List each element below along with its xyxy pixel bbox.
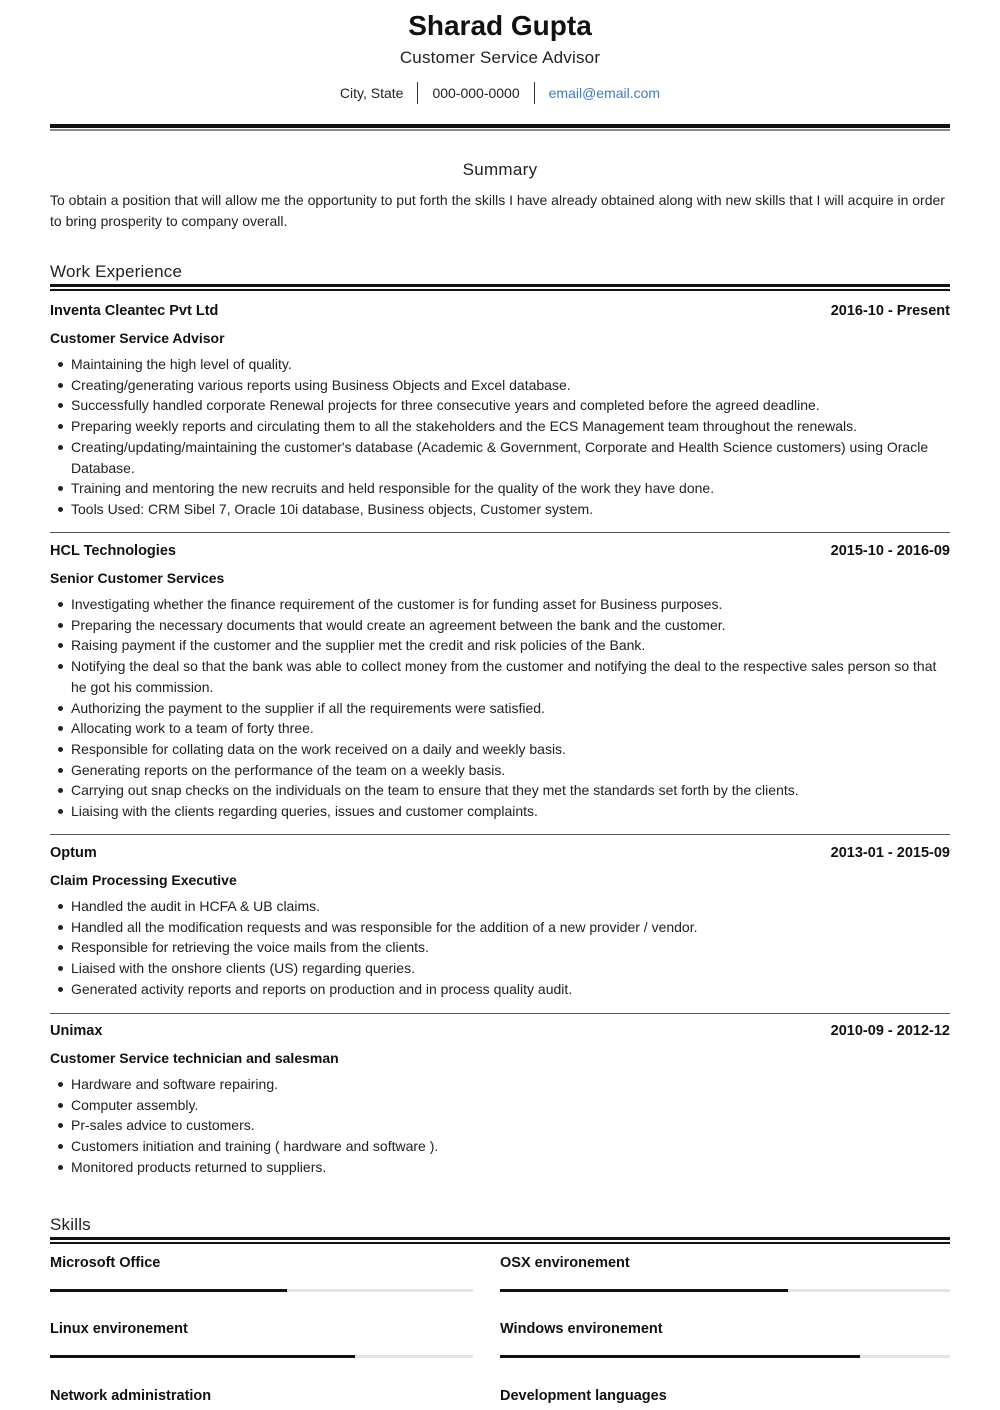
job-bullets [50,896,950,1000]
list-item: Notifying the deal so that the bank was able to collect money from the customer and notifying the deal to the respective sales person so that he got his commission. [50,656,950,697]
job-bullets [50,594,950,822]
list-item: Pr-sales advice to customers. [50,1115,950,1136]
skill-item [500,1386,950,1406]
job-dates: 2016-10 - Present [830,303,950,319]
job-company: Unimax [50,1023,103,1039]
list-item: Raising payment if the customer and the supplier met the credit and risk policies of the Bank. [50,635,950,656]
skill-level-bar [50,1289,473,1292]
candidate-name: Sharad Gupta [408,10,592,41]
skill-item [50,1253,473,1292]
list-item: Responsible for retrieving the voice mails from the clients. [50,937,950,958]
list-item: Customers initiation and training ( hardware and software ). [50,1136,950,1157]
job-divider [50,834,950,835]
list-item: Carrying out snap checks on the individuals on the team to ensure that they met the standards set forth by the clients. [50,780,950,801]
skill-name: Linux environement [50,1321,188,1337]
skill-name: Development languages [500,1388,667,1404]
list-item: Liaised with the onshore clients (US) regarding queries. [50,958,950,979]
job-divider [50,1013,950,1014]
job-position: Customer Service technician and salesman [50,1050,339,1066]
list-item: Generating reports on the performance of the team on a weekly basis. [50,760,950,781]
job-bullets [50,1074,950,1178]
list-item: Computer assembly. [50,1095,950,1116]
work-experience-heading: Work Experience [50,262,183,281]
job-entry [50,843,950,1000]
skill-name: OSX environement [500,1255,630,1271]
job-entry [50,301,950,520]
list-item: Responsible for collating data on the work received on a daily and weekly basis. [50,739,950,760]
skill-level-fill [500,1355,860,1358]
list-item: Monitored products returned to suppliers. [50,1157,950,1178]
list-item: Maintaining the high level of quality. [50,354,950,375]
job-dates: 2013-01 - 2015-09 [830,845,950,861]
summary-heading: Summary [462,160,538,179]
header-rule [50,124,950,131]
skill-item [500,1319,950,1358]
skill-name: Network administration [50,1388,212,1404]
list-item: Training and mentoring the new recruits and held responsible for the quality of the work they have done. [50,478,950,499]
job-entry [50,541,950,822]
list-item: Creating/generating various reports using Business Objects and Excel database. [50,375,950,396]
location-text: City, State [339,85,404,101]
skills-heading: Skills [50,1215,91,1234]
list-item: Successfully handled corporate Renewal projects for three consecutive years and completed before the agreed deadline. [50,395,950,416]
skill-level-bar [500,1289,950,1292]
list-item: Hardware and software repairing. [50,1074,950,1095]
job-bullets [50,354,950,520]
list-item: Authorizing the payment to the supplier if all the requirements were satisfied. [50,698,950,719]
list-item: Generated activity reports and reports on production and in process quality audit. [50,979,950,1000]
skill-level-bar [500,1355,950,1358]
job-divider [50,532,950,533]
job-dates: 2010-09 - 2012-12 [830,1023,950,1039]
job-dates: 2015-10 - 2016-09 [830,543,950,559]
job-entry [50,1021,950,1178]
summary-text: To obtain a position that will allow me the opportunity to put forth the skills I have already obtained along with new skills that I will acquire in order to bring prosperity to company overall. [50,192,945,229]
skill-item [50,1386,473,1406]
list-item: Investigating whether the finance requirement of the customer is for funding asset for Business purposes. [50,594,950,615]
skill-level-fill [50,1355,355,1358]
job-position: Senior Customer Services [50,570,225,586]
job-company: Optum [50,845,97,861]
job-company: HCL Technologies [50,543,176,559]
skill-name: Microsoft Office [50,1255,161,1271]
list-item: Preparing weekly reports and circulating them to all the stakeholders and the ECS Management team throughout the renewals. [50,416,950,437]
list-item: Allocating work to a team of forty three. [50,718,950,739]
phone-text: 000-000-0000 [432,85,520,101]
list-item: Creating/updating/maintaining the customer's database (Academic & Government, Corporate and Health Science customers) using Oracle Database. [50,437,950,478]
job-position: Claim Processing Executive [50,872,237,888]
section-rule [50,1237,950,1244]
email-link[interactable]: email@email.com [548,85,661,101]
section-rule [50,284,950,291]
skill-item [50,1319,473,1358]
list-item: Handled all the modification requests and was responsible for the addition of a new provider / vendor. [50,917,950,938]
skill-item [500,1253,950,1292]
list-item: Handled the audit in HCFA & UB claims. [50,896,950,917]
job-company: Inventa Cleantec Pvt Ltd [50,303,219,319]
skill-name: Windows environement [500,1321,663,1337]
skill-level-fill [50,1289,287,1292]
skill-level-fill [500,1289,788,1292]
list-item: Tools Used: CRM Sibel 7, Oracle 10i database, Business objects, Customer system. [50,499,950,520]
contact-line [50,82,950,104]
skill-level-bar [50,1355,473,1358]
candidate-role: Customer Service Advisor [399,48,601,67]
list-item: Preparing the necessary documents that would create an agreement between the bank and the customer. [50,615,950,636]
job-position: Customer Service Advisor [50,330,225,346]
list-item: Liaising with the clients regarding queries, issues and customer complaints. [50,801,950,822]
